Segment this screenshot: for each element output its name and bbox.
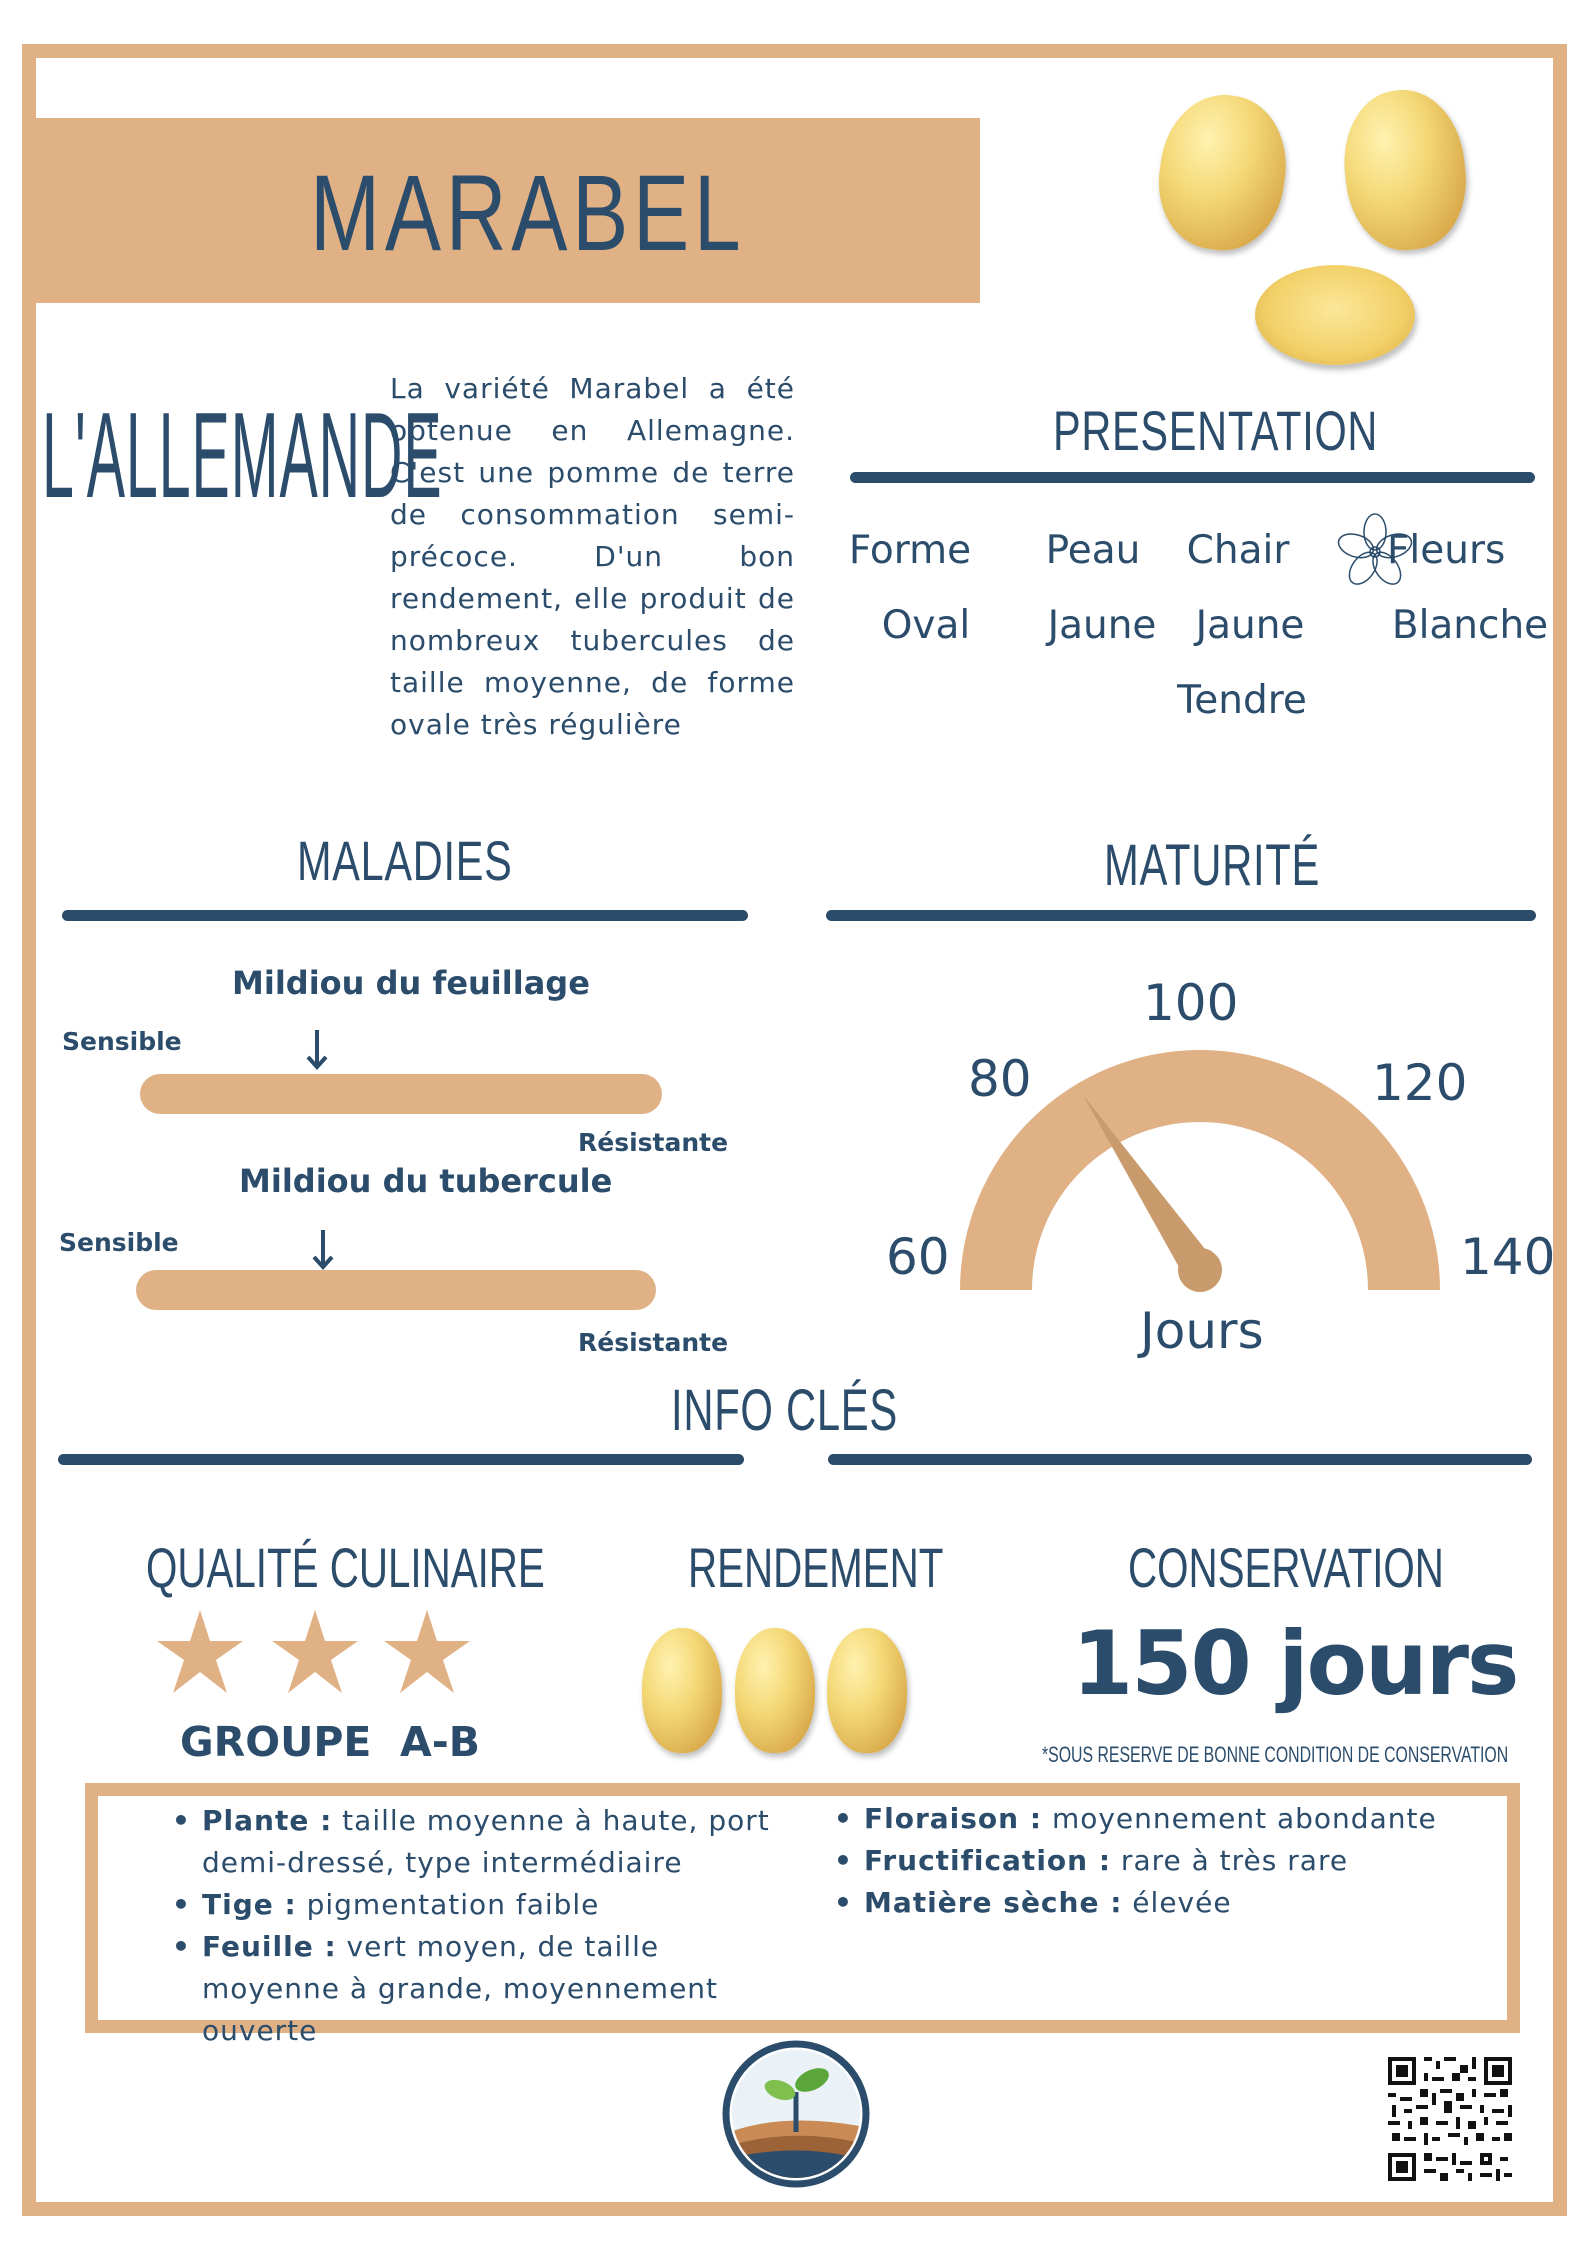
detail-floraison: • Floraison : moyennement abondante <box>834 1798 1514 1840</box>
gauge-tick-120: 120 <box>1372 1054 1468 1112</box>
presentation-label-chair: Chair <box>1186 528 1290 573</box>
presentation-value-fleurs: Blanche <box>1391 603 1549 648</box>
conservation-note: *SOUS RESERVE DE BONNE CONDITION DE CONSERVATION <box>1042 1742 1509 1767</box>
presentation-label-forme: Forme <box>848 528 972 573</box>
qualite-heading: QUALITÉ CULINAIRE <box>146 1536 545 1599</box>
gauge-tick-80: 80 <box>968 1050 1032 1108</box>
presentation-heading: PRESENTATION <box>1053 399 1379 462</box>
info-cles-divider-left <box>58 1454 744 1465</box>
info-cles-heading: INFO CLÉS <box>671 1378 898 1443</box>
potato-icon <box>735 1628 815 1753</box>
rendement-heading: RENDEMENT <box>688 1536 944 1599</box>
star-icon <box>384 1610 470 1693</box>
maturite-heading: MATURITÉ <box>1104 833 1321 898</box>
gauge-tick-140: 140 <box>1460 1228 1556 1286</box>
presentation-label-peau: Peau <box>1045 528 1141 573</box>
maladies-divider <box>62 910 748 921</box>
maturite-divider <box>826 910 1536 921</box>
disease-high-label-tubercule: Résistante <box>578 1328 729 1357</box>
page-title: MARABEL <box>310 152 746 273</box>
arrow-down-icon <box>305 1028 329 1072</box>
resistance-bar-tubercule <box>136 1270 656 1310</box>
qr-code-icon <box>1384 2053 1516 2185</box>
conservation-value: 150 jours <box>1072 1612 1518 1715</box>
details-list-right <box>834 1798 1514 1924</box>
intro-text: La variété Marabel a été obtenue en Allemagne. C'est une pomme de terre de consommation semi-précoce. D'un bon rendement, elle produit de nombreux tubercules de taille moyenne, de forme ovale très régulière <box>390 372 795 741</box>
conservation-heading: CONSERVATION <box>1128 1536 1444 1599</box>
disease-name-tubercule: Mildiou du tubercule <box>239 1162 613 1200</box>
culinary-group: GROUPE A-B <box>180 1718 480 1766</box>
gauge-tick-100: 100 <box>1143 974 1239 1032</box>
details-list-left <box>172 1800 790 2052</box>
sprout-logo-icon <box>722 2040 870 2188</box>
disease-high-label-feuillage: Résistante <box>578 1128 729 1157</box>
maladies-heading: MALADIES <box>297 829 513 892</box>
presentation-value-forme: Oval <box>881 603 971 648</box>
presentation-value-chair-2: Tendre <box>1177 678 1307 723</box>
star-icon <box>157 1610 243 1693</box>
potato-image <box>1150 90 1570 380</box>
resistance-bar-feuillage <box>140 1074 662 1114</box>
presentation-value-chair: Jaune <box>1195 603 1305 648</box>
presentation-label-fleurs: Fleurs <box>1387 528 1506 573</box>
presentation-divider <box>850 472 1535 483</box>
presentation-value-peau: Jaune <box>1047 603 1157 648</box>
arrow-down-icon <box>311 1228 335 1272</box>
star-rating <box>155 1608 485 1698</box>
gauge-tick-60: 60 <box>886 1228 950 1286</box>
detail-fructification: • Fructification : rare à très rare <box>834 1840 1514 1882</box>
potato-icon <box>827 1628 907 1753</box>
disease-low-label-tubercule: Sensible <box>59 1228 179 1257</box>
info-cles-divider-right <box>828 1454 1532 1465</box>
gauge-unit: Jours <box>1140 1302 1264 1360</box>
detail-tige: • Tige : pigmentation faible <box>172 1884 790 1926</box>
star-icon <box>272 1610 358 1693</box>
yield-rating <box>640 1628 910 1758</box>
disease-name-feuillage: Mildiou du feuillage <box>232 964 590 1002</box>
potato-icon <box>642 1628 722 1753</box>
origin-heading: L'ALLEMANDE <box>42 387 443 523</box>
disease-low-label-feuillage: Sensible <box>62 1027 182 1056</box>
detail-plante: • Plante : taille moyenne à haute, port demi-dressé, type intermédiaire <box>172 1800 790 1884</box>
detail-feuille: • Feuille : vert moyen, de taille moyenne à grande, moyennement ouverte <box>172 1926 790 2052</box>
detail-matiere-seche: • Matière sèche : élevée <box>834 1882 1514 1924</box>
